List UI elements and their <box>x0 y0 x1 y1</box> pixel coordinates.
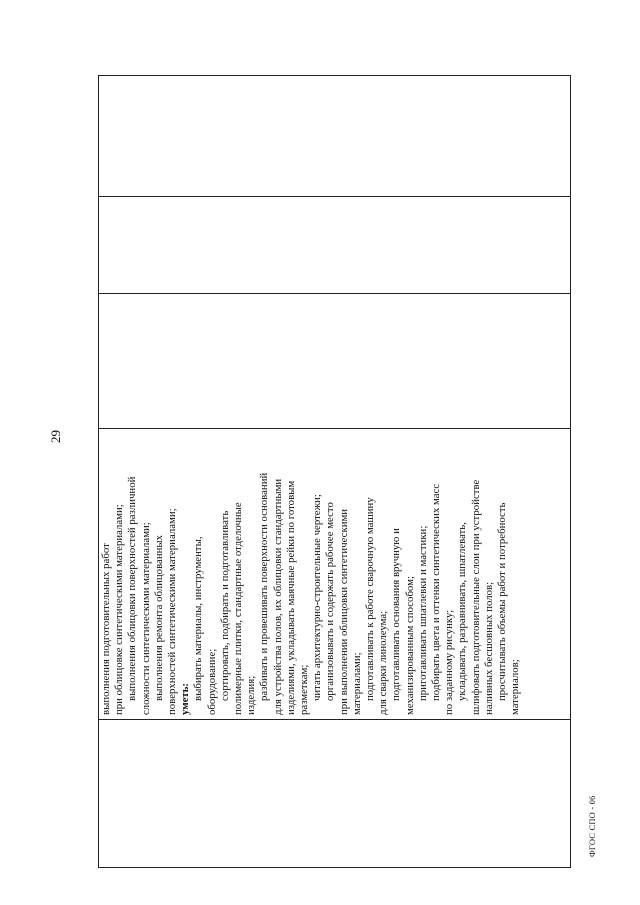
requirement-line: изделия; <box>245 675 258 715</box>
requirement-line: выполнения ремонта облицованных <box>152 534 165 701</box>
requirement-line: выполнения облицовки поверхностей различной <box>126 476 139 701</box>
requirement-line: оборудование; <box>205 648 218 715</box>
requirement-line: уметь: <box>179 682 192 715</box>
table-cell-competencies <box>99 76 571 197</box>
requirement-line: для устройства полов, их облицовки стандартными <box>271 478 284 715</box>
requirement-line: подготавливать основания вручную и <box>390 528 403 701</box>
standards-table <box>98 75 571 868</box>
requirement-line: приготавливать шпатлевки и мастики; <box>416 525 429 701</box>
requirement-line: наливных бесшовных полов; <box>482 581 495 715</box>
requirement-line: организовывать и содержать рабочее место <box>324 502 337 701</box>
requirement-line: подбирать цвета и оттенки синтетических масс <box>430 483 443 701</box>
requirement-line: сложности синтетическими материалами; <box>139 522 152 715</box>
table-cell-code <box>99 720 571 868</box>
requirement-line: при облицовке синтетическими материалами; <box>113 504 126 715</box>
requirement-line: поверхностей синтетическими материалами; <box>166 508 179 715</box>
requirement-line: разметкам; <box>298 664 311 715</box>
requirement-line: при выполнении облицовки синтетическими <box>337 508 350 715</box>
requirement-line: читать архитектурно-строительные чертежи; <box>311 494 324 701</box>
table-row <box>99 76 571 868</box>
table-cell-discipline <box>99 197 571 294</box>
requirement-line: по заданному рисунку; <box>443 609 456 715</box>
requirement-line: подготавливать к работе сварочную машину <box>364 497 377 701</box>
requirement-line: материалами; <box>350 652 363 715</box>
requirement-line: сортировать, подбирать и подготавливать <box>218 510 231 701</box>
table-cell-hours <box>99 294 571 429</box>
requirement-line: для сварки линолеума; <box>377 610 390 715</box>
page-number: 29 <box>48 430 63 443</box>
requirement-line: разбивать и провешивать поверхности оснований <box>258 472 271 701</box>
requirement-line: материалов; <box>509 659 522 715</box>
requirement-line: выбирать материалы, инструменты, <box>192 536 205 701</box>
requirement-line: механизированным способом; <box>403 576 416 715</box>
table-cell-requirements <box>99 429 571 720</box>
requirement-line: укладывать, разравнивать, шпатлевать, <box>456 522 469 701</box>
requirement-line: полимерные плитки, стандартные отделочные <box>232 502 245 715</box>
requirement-line: просчитывать объемы работ и потребность <box>496 502 509 701</box>
requirement-line: шлифовать подготовительные слои при устройстве <box>469 479 482 715</box>
requirement-line: изделиями, укладывать маячные рейки по готовым <box>284 480 297 715</box>
requirement-line: выполнения подготовительных работ <box>100 543 112 715</box>
requirements-text <box>99 429 523 719</box>
document-footer: ФГОС СПО - 06 <box>587 795 597 857</box>
